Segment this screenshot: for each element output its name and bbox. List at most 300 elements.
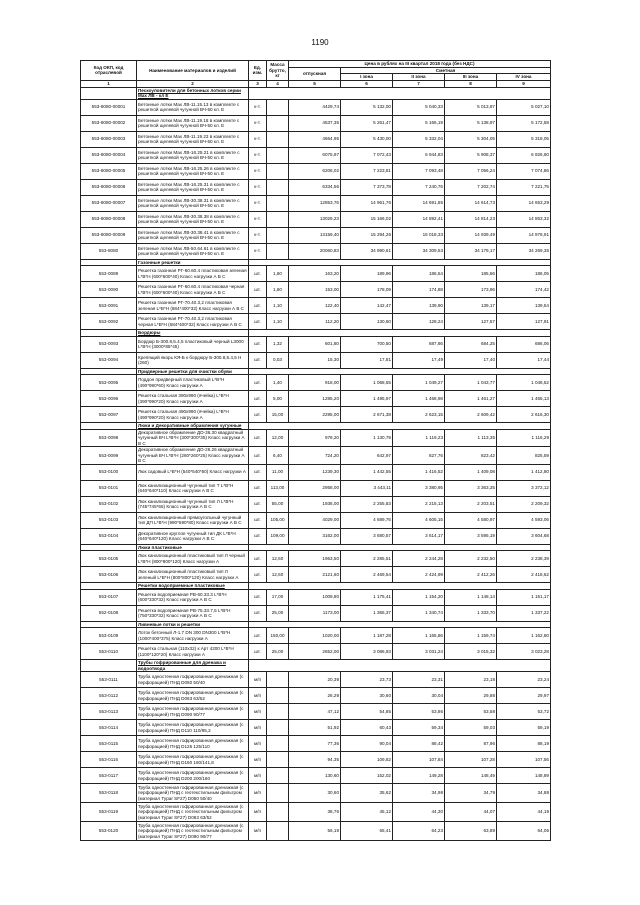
price-release: 20,39 bbox=[289, 672, 341, 688]
price-zone-1: 142,47 bbox=[341, 298, 393, 314]
item-unit: к-т. bbox=[249, 179, 267, 195]
price-zone-4: 825,59 bbox=[497, 447, 551, 465]
item-name: Решетка водоприемная РВ-60.33.3 L*B*H (600*330*32) Класс нагрузки А В С bbox=[137, 589, 249, 605]
price-zone-1: 65,41 bbox=[341, 822, 393, 841]
price-zone-4: 686,06 bbox=[497, 336, 551, 352]
item-name: Люк канализационный чугунный тип Л L*B*H (745*745*65) Класс нагрузки А В С bbox=[137, 496, 249, 512]
price-zone-2: 2 623,15 bbox=[393, 407, 445, 423]
price-zone-1: 178,09 bbox=[341, 282, 393, 298]
item-mass bbox=[267, 704, 289, 720]
item-unit: м/п bbox=[249, 803, 267, 822]
item-mass bbox=[267, 688, 289, 704]
item-unit: к-т. bbox=[249, 99, 267, 115]
item-unit: м/п bbox=[249, 704, 267, 720]
price-zone-4: 4 593,06 bbox=[497, 512, 551, 528]
item-unit: м/п bbox=[249, 736, 267, 752]
price-zone-3: 23,18 bbox=[445, 672, 497, 688]
price-zone-1: 1 130,79 bbox=[341, 429, 393, 447]
price-zone-1: 2 255,83 bbox=[341, 496, 393, 512]
price-zone-1: 14 961,76 bbox=[341, 195, 393, 211]
price-zone-3: 2 609,42 bbox=[445, 407, 497, 423]
item-code: 553-8080-00006 bbox=[81, 179, 137, 195]
col-index: 1 bbox=[81, 80, 137, 87]
item-name: Поддон придверный пластиковый L*B*H (490*990*60) Класс нагрузки А bbox=[137, 375, 249, 391]
price-zone-2: 1 154,20 bbox=[393, 589, 445, 605]
price-zone-2: 6 944,83 bbox=[393, 147, 445, 163]
item-name: Декоративное обрамление ДО-36.30 квадратный чугунный ВЧ L*B*H (300*300*35) Класс нагрузки А В С bbox=[137, 429, 249, 447]
table-row bbox=[81, 407, 551, 423]
price-zone-4: 3 023,28 bbox=[497, 644, 551, 660]
item-mass: 25,00 bbox=[267, 644, 289, 660]
price-zone-1: 54,85 bbox=[341, 704, 393, 720]
section-title: Люки пластиковые bbox=[137, 544, 249, 551]
item-mass bbox=[267, 163, 289, 179]
price-release: 4429,74 bbox=[289, 99, 341, 115]
item-name: Труба одностенная гофрированная дренажная (с перфорацией) ПНД D200 200/160 bbox=[137, 768, 249, 784]
price-zone-4: 3 604,68 bbox=[497, 528, 551, 544]
item-code: 553-8080-00002 bbox=[81, 115, 137, 131]
item-unit: к-т. bbox=[249, 147, 267, 163]
price-zone-4: 34 269,35 bbox=[497, 243, 551, 259]
price-release: 4537,35 bbox=[289, 115, 341, 131]
item-mass bbox=[267, 115, 289, 131]
item-code: 553-0118 bbox=[81, 784, 137, 803]
item-unit: к-т. bbox=[249, 227, 267, 243]
price-zone-2: 5 332,04 bbox=[393, 131, 445, 147]
price-release: 1020,00 bbox=[289, 628, 341, 644]
price-zone-1: 2 469,54 bbox=[341, 567, 393, 583]
price-zone-4: 88,19 bbox=[497, 736, 551, 752]
table-row bbox=[81, 243, 551, 259]
item-name: Бетонные лотки Max ЛВ-11.19.23 в комплекте с решеткой щелевой чугунной ВЧ-50 кл. Е bbox=[137, 131, 249, 147]
price-zone-2: 128,24 bbox=[393, 314, 445, 330]
item-code: 553-0095 bbox=[81, 375, 137, 391]
price-zone-2: 107,84 bbox=[393, 752, 445, 768]
price-zone-3: 107,28 bbox=[445, 752, 497, 768]
item-code: 553-0113 bbox=[81, 704, 137, 720]
table-row bbox=[81, 298, 551, 314]
price-zone-2: 34,98 bbox=[393, 784, 445, 803]
price-release: 94,35 bbox=[289, 752, 341, 768]
section-title: Придверные решетки для очистки обуви bbox=[137, 368, 249, 375]
price-release: 2652,00 bbox=[289, 644, 341, 660]
price-release: 12853,76 bbox=[289, 195, 341, 211]
price-zone-2: 5 040,33 bbox=[393, 99, 445, 115]
col-index: 8 bbox=[445, 80, 497, 87]
item-mass bbox=[267, 736, 289, 752]
item-mass: 1,10 bbox=[267, 298, 289, 314]
table-row bbox=[81, 784, 551, 803]
item-unit: к-т. bbox=[249, 195, 267, 211]
header-zone-2: II зона bbox=[393, 74, 445, 81]
price-zone-1: 109,82 bbox=[341, 752, 393, 768]
table-row bbox=[81, 464, 551, 480]
item-unit: шт. bbox=[249, 528, 267, 544]
price-release: 163,20 bbox=[289, 266, 341, 282]
price-zone-3: 59,03 bbox=[445, 720, 497, 736]
price-release: 1936,00 bbox=[289, 496, 341, 512]
header-zone-3: III зона bbox=[445, 74, 497, 81]
item-name: Труба одностенная гофрированная дренажная (с перфорацией) ПНД D110 110/95,2 bbox=[137, 720, 249, 736]
price-zone-4: 2 238,39 bbox=[497, 551, 551, 567]
table-row bbox=[81, 736, 551, 752]
item-unit: шт. bbox=[249, 314, 267, 330]
item-unit: к-т. bbox=[249, 131, 267, 147]
header-mass: Масса брутто, кг bbox=[267, 61, 289, 81]
item-mass: 15,00 bbox=[267, 407, 289, 423]
price-zone-3: 173,96 bbox=[445, 282, 497, 298]
table-row bbox=[81, 822, 551, 841]
price-zone-3: 1 148,14 bbox=[445, 589, 497, 605]
price-zone-4: 2 209,32 bbox=[497, 496, 551, 512]
price-zone-1: 17,81 bbox=[341, 352, 393, 368]
price-zone-1: 1 442,55 bbox=[341, 464, 393, 480]
price-zone-2: 17,49 bbox=[393, 352, 445, 368]
price-zone-1: 3 443,11 bbox=[341, 480, 393, 496]
price-zone-4: 1 151,17 bbox=[497, 589, 551, 605]
section-title: Решетки водоприемные пластиковые bbox=[137, 583, 249, 590]
price-zone-4: 148,89 bbox=[497, 768, 551, 784]
item-code: 552-0108 bbox=[81, 605, 137, 621]
section-row bbox=[81, 87, 551, 99]
item-unit: шт. bbox=[249, 429, 267, 447]
price-release: 978,20 bbox=[289, 429, 341, 447]
price-zone-2: 2 244,28 bbox=[393, 551, 445, 567]
table-row bbox=[81, 644, 551, 660]
table-row bbox=[81, 179, 551, 195]
col-index: 4 bbox=[267, 80, 289, 87]
price-release: 51,92 bbox=[289, 720, 341, 736]
item-name: Решетка стальная (110х32) к Арт 4200 L*B*H (1100*120*20) Класс нагрузки А bbox=[137, 644, 249, 660]
item-mass: 150,00 bbox=[267, 628, 289, 644]
price-release: 2295,00 bbox=[289, 407, 341, 423]
item-mass: 55,00 bbox=[267, 496, 289, 512]
price-zone-3: 14 614,73 bbox=[445, 195, 497, 211]
item-code: 553-0119 bbox=[81, 803, 137, 822]
item-mass bbox=[267, 822, 289, 841]
header-name: Наименование материалов и изделий bbox=[137, 61, 249, 81]
item-unit: к-т. bbox=[249, 115, 267, 131]
price-zone-1: 3 680,57 bbox=[341, 528, 393, 544]
item-name: Люк канализационный пластиковый тип Л зеленый L*B*H (800*800*120) Класс нагрузки А bbox=[137, 567, 249, 583]
item-mass bbox=[267, 179, 289, 195]
table-row bbox=[81, 768, 551, 784]
price-zone-1: 15 294,26 bbox=[341, 227, 393, 243]
price-zone-1: 130,60 bbox=[341, 314, 393, 330]
price-zone-4: 5 172,58 bbox=[497, 115, 551, 131]
price-zone-1: 4 689,76 bbox=[341, 512, 393, 528]
price-zone-2: 2 424,99 bbox=[393, 567, 445, 583]
table-row bbox=[81, 282, 551, 298]
price-zone-3: 823,42 bbox=[445, 447, 497, 465]
header-release: отпускная bbox=[289, 67, 341, 80]
item-mass: 6,40 bbox=[267, 447, 289, 465]
price-zone-4: 1 465,13 bbox=[497, 391, 551, 407]
item-unit: шт. bbox=[249, 644, 267, 660]
price-release: 1239,30 bbox=[289, 464, 341, 480]
item-mass bbox=[267, 752, 289, 768]
price-zone-2: 149,28 bbox=[393, 768, 445, 784]
section-title: Ливневые лотки и решетки bbox=[137, 621, 249, 628]
price-zone-2: 1 049,27 bbox=[393, 375, 445, 391]
price-zone-1: 189,96 bbox=[341, 266, 393, 282]
col-index: 5 bbox=[289, 80, 341, 87]
price-zone-4: 17,44 bbox=[497, 352, 551, 368]
item-name: Бетонные лотки Max ЛВ-16.25.21 в комплекте с решеткой щелевой чугунной ВЧ-50 кл. Е bbox=[137, 147, 249, 163]
price-zone-4: 1 162,80 bbox=[497, 628, 551, 644]
item-code: 553-8080-00005 bbox=[81, 163, 137, 179]
price-zone-2: 44,30 bbox=[393, 803, 445, 822]
price-zone-3: 2 203,51 bbox=[445, 496, 497, 512]
price-release: 1285,20 bbox=[289, 391, 341, 407]
item-unit: шт. bbox=[249, 336, 267, 352]
item-code: 553-0098 bbox=[81, 429, 137, 447]
item-name: Декоративное круглое чугунный тип ДК L*B*H (640*640*120) Класс нагрузки А В С bbox=[137, 528, 249, 544]
item-code: 553-0114 bbox=[81, 720, 137, 736]
item-unit: шт. bbox=[249, 551, 267, 567]
item-unit: м/п bbox=[249, 822, 267, 841]
col-index: 7 bbox=[393, 80, 445, 87]
item-unit: шт. bbox=[249, 407, 267, 423]
item-name: Труба одностенная гофрированная дренажная (с перфорацией) ПНД D125 125/110 bbox=[137, 736, 249, 752]
item-code: 553-0106 bbox=[81, 567, 137, 583]
section-row bbox=[81, 660, 551, 672]
price-zone-2: 1 165,86 bbox=[393, 628, 445, 644]
item-name: Бетонные лотки Max ЛВ-30.38.38 в комплекте с решеткой щелевой чугунной ВЧ-50 кл. Е bbox=[137, 211, 249, 227]
header-unit: Ед. изм. bbox=[249, 61, 267, 81]
table-row bbox=[81, 391, 551, 407]
price-zone-4: 139,54 bbox=[497, 298, 551, 314]
item-name: Труба одностенная гофрированная дренажная (с перфорацией) ПНД с геотекстильным фильтром (материал Typar SF27) D063 63/52 bbox=[137, 803, 249, 822]
price-release: 112,20 bbox=[289, 314, 341, 330]
item-code: 553-8080-00001 bbox=[81, 99, 137, 115]
table-row bbox=[81, 704, 551, 720]
price-zone-2: 1 119,23 bbox=[393, 429, 445, 447]
item-mass: 5,00 bbox=[267, 391, 289, 407]
item-unit: к-т. bbox=[249, 211, 267, 227]
item-unit: шт. bbox=[249, 464, 267, 480]
item-name: Декоративное обрамление ДО-26.26 квадратный чугунный ВЧ L*B*H (260*260*25) Класс нагрузки А В С bbox=[137, 447, 249, 465]
item-mass bbox=[267, 720, 289, 736]
price-zone-4: 1 337,22 bbox=[497, 605, 551, 621]
price-zone-4: 1 046,52 bbox=[497, 375, 551, 391]
price-zone-2: 2 215,13 bbox=[393, 496, 445, 512]
price-zone-3: 1 113,35 bbox=[445, 429, 497, 447]
price-zone-3: 2 412,26 bbox=[445, 567, 497, 583]
table-row bbox=[81, 752, 551, 768]
item-unit: м/п bbox=[249, 768, 267, 784]
item-mass bbox=[267, 243, 289, 259]
item-code: 553-0093 bbox=[81, 336, 137, 352]
price-zone-4: 23,24 bbox=[497, 672, 551, 688]
item-code: 553-8080 bbox=[81, 243, 137, 259]
price-zone-4: 5 318,05 bbox=[497, 131, 551, 147]
price-release: 15,30 bbox=[289, 352, 341, 368]
section-title: Трубы гофрированные для дренажа и водоотвода bbox=[137, 660, 249, 672]
price-zone-4: 29,97 bbox=[497, 688, 551, 704]
price-zone-3: 34,79 bbox=[445, 784, 497, 803]
item-mass bbox=[267, 147, 289, 163]
price-zone-2: 34 309,53 bbox=[393, 243, 445, 259]
item-unit: м/п bbox=[249, 720, 267, 736]
price-zone-3: 1 409,08 bbox=[445, 464, 497, 480]
price-zone-3: 17,40 bbox=[445, 352, 497, 368]
item-unit: шт. bbox=[249, 589, 267, 605]
item-name: Бетонные лотки Max ЛВ-11.19.18 в комплекте с решеткой щелевой чугунной ВЧ-50 кл. Е bbox=[137, 115, 249, 131]
price-zone-3: 53,58 bbox=[445, 704, 497, 720]
price-zone-4: 64,06 bbox=[497, 822, 551, 841]
price-zone-3: 5 908,37 bbox=[445, 147, 497, 163]
price-release: 77,36 bbox=[289, 736, 341, 752]
section-filler bbox=[249, 660, 551, 672]
item-name: Лоток бетонный Л-1.7 DN 300 DN300 L*B*H (1000*400*375) Класс нагрузки А bbox=[137, 628, 249, 644]
price-zone-2: 5 166,19 bbox=[393, 115, 445, 131]
section-title: Пескоуловители для бетонных лотков серии Max ЛВ - кл Е bbox=[137, 87, 249, 99]
item-mass: 12,00 bbox=[267, 429, 289, 447]
item-code: 553-8080-00008 bbox=[81, 211, 137, 227]
table-row bbox=[81, 115, 551, 131]
item-unit: шт. bbox=[249, 375, 267, 391]
item-unit: шт. bbox=[249, 266, 267, 282]
table-row bbox=[81, 720, 551, 736]
price-zone-1: 1 495,97 bbox=[341, 391, 393, 407]
price-zone-4: 53,72 bbox=[497, 704, 551, 720]
price-zone-3: 5 304,05 bbox=[445, 131, 497, 147]
price-zone-3: 7 202,74 bbox=[445, 179, 497, 195]
price-zone-2: 1 468,98 bbox=[393, 391, 445, 407]
price-zone-1: 45,12 bbox=[341, 803, 393, 822]
item-name: Решетка газонная РГ-60.60.4 пластиковая черная L*B*H (600*600*40) Класс нагрузки А В С bbox=[137, 282, 249, 298]
table-row bbox=[81, 227, 551, 243]
item-mass bbox=[267, 195, 289, 211]
item-code: 553-8080-00004 bbox=[81, 147, 137, 163]
item-name: Труба одностенная гофрированная дренажная (с перфорацией) ПНД D063 63/52 bbox=[137, 688, 249, 704]
table-row bbox=[81, 496, 551, 512]
price-zone-3: 185,56 bbox=[445, 266, 497, 282]
price-release: 724,20 bbox=[289, 447, 341, 465]
price-zone-2: 1 340,74 bbox=[393, 605, 445, 621]
price-release: 153,00 bbox=[289, 282, 341, 298]
item-mass: 12,60 bbox=[267, 567, 289, 583]
price-release: 4029,00 bbox=[289, 512, 341, 528]
item-mass: 17,00 bbox=[267, 589, 289, 605]
price-zone-3: 5 013,87 bbox=[445, 99, 497, 115]
price-release: 2121,60 bbox=[289, 567, 341, 583]
price-zone-3: 87,96 bbox=[445, 736, 497, 752]
item-code: 553-0112 bbox=[81, 688, 137, 704]
item-code: 553-0090 bbox=[81, 282, 137, 298]
item-code: 553-0089 bbox=[81, 266, 137, 282]
price-zone-1: 5 261,47 bbox=[341, 115, 393, 131]
item-name: Бетонные лотки Max ЛВ-30.38.41 в комплекте с решеткой щелевой чугунной ВЧ-50 кл. Е bbox=[137, 227, 249, 243]
price-zone-1: 35,62 bbox=[341, 784, 393, 803]
price-zone-1: 15 166,02 bbox=[341, 211, 393, 227]
price-zone-4: 1 412,80 bbox=[497, 464, 551, 480]
price-zone-4: 2 616,30 bbox=[497, 407, 551, 423]
price-zone-2: 7 093,48 bbox=[393, 163, 445, 179]
price-zone-1: 60,43 bbox=[341, 720, 393, 736]
item-name: Бетонные лотки Max ЛВ-50.64.61 в комплекте с решеткой щелевой чугунной ВЧ-50 кл. Е bbox=[137, 243, 249, 259]
item-code: 553-0109 bbox=[81, 628, 137, 644]
price-release: 601,80 bbox=[289, 336, 341, 352]
item-code: 553-0094 bbox=[81, 352, 137, 368]
price-zone-4: 107,56 bbox=[497, 752, 551, 768]
price-zone-2: 64,23 bbox=[393, 822, 445, 841]
item-mass bbox=[267, 131, 289, 147]
price-zone-3: 139,17 bbox=[445, 298, 497, 314]
table-row bbox=[81, 336, 551, 352]
table-row bbox=[81, 163, 551, 179]
price-zone-1: 7 072,43 bbox=[341, 147, 393, 163]
price-zone-2: 30,04 bbox=[393, 688, 445, 704]
item-mass: 1,32 bbox=[267, 336, 289, 352]
item-unit: шт. bbox=[249, 628, 267, 644]
price-zone-2: 15 018,33 bbox=[393, 227, 445, 243]
item-mass bbox=[267, 211, 289, 227]
item-mass bbox=[267, 803, 289, 822]
price-zone-1: 5 132,00 bbox=[341, 99, 393, 115]
price-zone-1: 3 086,93 bbox=[341, 644, 393, 660]
price-zone-3: 148,49 bbox=[445, 768, 497, 784]
item-unit: шт. bbox=[249, 480, 267, 496]
item-code: 553-0120 bbox=[81, 822, 137, 841]
header-zone-1: I зона bbox=[341, 74, 393, 81]
item-unit: шт. bbox=[249, 512, 267, 528]
item-name: Решетка водоприемная РВ-75.33.7,5 L*B*H (750*330*32) Класс нагрузки А В С bbox=[137, 605, 249, 621]
item-unit: шт. bbox=[249, 352, 267, 368]
price-zone-1: 2 285,51 bbox=[341, 551, 393, 567]
item-code: 553-0101 bbox=[81, 480, 137, 496]
item-mass bbox=[267, 784, 289, 803]
item-code: 553-0111 bbox=[81, 672, 137, 688]
price-zone-3: 1 333,70 bbox=[445, 605, 497, 621]
price-zone-1: 30,60 bbox=[341, 688, 393, 704]
price-zone-2: 186,54 bbox=[393, 266, 445, 282]
table-row bbox=[81, 628, 551, 644]
section-filler bbox=[249, 87, 551, 99]
section-title: Люки и Декоративные обрамления чугунные bbox=[137, 423, 249, 430]
price-zone-3: 44,07 bbox=[445, 803, 497, 822]
item-mass: 109,00 bbox=[267, 528, 289, 544]
item-mass: 105,00 bbox=[267, 512, 289, 528]
price-zone-4: 7 074,86 bbox=[497, 163, 551, 179]
col-index: 9 bbox=[497, 80, 551, 87]
price-release: 26,29 bbox=[289, 688, 341, 704]
item-code: 553-0116 bbox=[81, 752, 137, 768]
table-row bbox=[81, 447, 551, 465]
price-zone-2: 4 605,15 bbox=[393, 512, 445, 528]
price-zone-4: 59,19 bbox=[497, 720, 551, 736]
price-zone-4: 5 027,10 bbox=[497, 99, 551, 115]
item-code: 553-0092 bbox=[81, 314, 137, 330]
item-code: 553-0096 bbox=[81, 391, 137, 407]
price-release: 13159,40 bbox=[289, 227, 341, 243]
item-code: 553-0117 bbox=[81, 768, 137, 784]
price-zone-1: 5 430,00 bbox=[341, 131, 393, 147]
item-mass bbox=[267, 99, 289, 115]
price-release: 6334,56 bbox=[289, 179, 341, 195]
price-release: 4664,95 bbox=[289, 131, 341, 147]
table-row bbox=[81, 672, 551, 688]
table-row bbox=[81, 528, 551, 544]
item-unit: шт. bbox=[249, 447, 267, 465]
item-code: 553-0115 bbox=[81, 736, 137, 752]
item-mass: 0,03 bbox=[267, 352, 289, 368]
price-release: 2958,00 bbox=[289, 480, 341, 496]
item-name: Решетка газонная РГ-70.40.3,2 пластиковая зеленая L*B*H (684*400*32) Класс нагрузки А В С bbox=[137, 298, 249, 314]
price-zone-4: 186,05 bbox=[497, 266, 551, 282]
price-release: 1009,80 bbox=[289, 589, 341, 605]
